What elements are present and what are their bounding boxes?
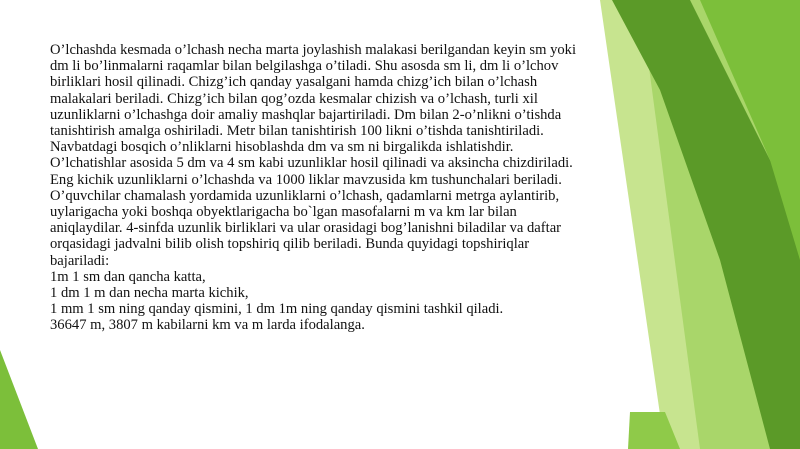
paragraph-estimation-tasks: O’quvchilar chamalash yordamida uzunliklarni o’lchash, qadamlarni metrga aylantirib, uylarigacha yoki boshqa obyektlarigacha bo`lgan masofalarni m va km lar bilan aniqlaydilar. 4-sinfda uzunlik birliklari va ular orasidagi bog’lanishni biladilar va daftar orqasidagi jadvalni bilib olish topshiriq qilib beriladi. Bunda quyidagi topshiriqlar bajariladi: <box>50 187 562 269</box>
slide-text-body <box>50 42 580 334</box>
task-line-4: 36647 m, 3807 m kabilarni km va m larda ifodalanga. <box>50 317 365 334</box>
task-line-3: 1 mm 1 sm ning qanday qismini, 1 dm 1m ning qanday qismini tashkil qiladi. <box>50 301 504 318</box>
paragraph-measuring-intro: O’lchashda kesmada o’lchash necha marta joylashish malakasi berilgandan keyin sm yoki dm li bo’linmalarni raqamlar bilan belgilashga o’tiladi. Shu asosda sm li, dm li o’lchov birliklari hosil qilinadi. Chizg’ich qanday yasalgani hamda chizg’ich bilan o’lchash malakalari beriladi. Chizg’ich bilan qog’ozda kesmalar chizish va o’lchash, turli xil uzunliklarni o’lchashga doir amaliy mashqlar bajartiriladi. Dm bilan 2-o’nlikni o’tishda tanishtirish amalga oshiriladi. Metr bilan tanishtirish 100 likni o’tishda tanishtiriladi. <box>50 42 577 140</box>
task-line-1: 1m 1 sm dan qancha katta, <box>50 268 206 285</box>
decor-corner-left <box>0 350 38 449</box>
task-line-2: 1 dm 1 m dan necha marta kichik, <box>50 285 249 302</box>
paragraph-dm-sm-combined: Navbatdagi bosqich o’nliklarni hisoblashda dm va sm ni birgalikda ishlatishdir. O’lchatishlar asosida 5 dm va 4 sm kabi uzunliklar hosil qilinadi va aksincha chizdiriladi. Eng kichik uzunliklarni o’lchashda va 1000 liklar mavzusida km tushunchalari beriladi. <box>50 139 573 188</box>
